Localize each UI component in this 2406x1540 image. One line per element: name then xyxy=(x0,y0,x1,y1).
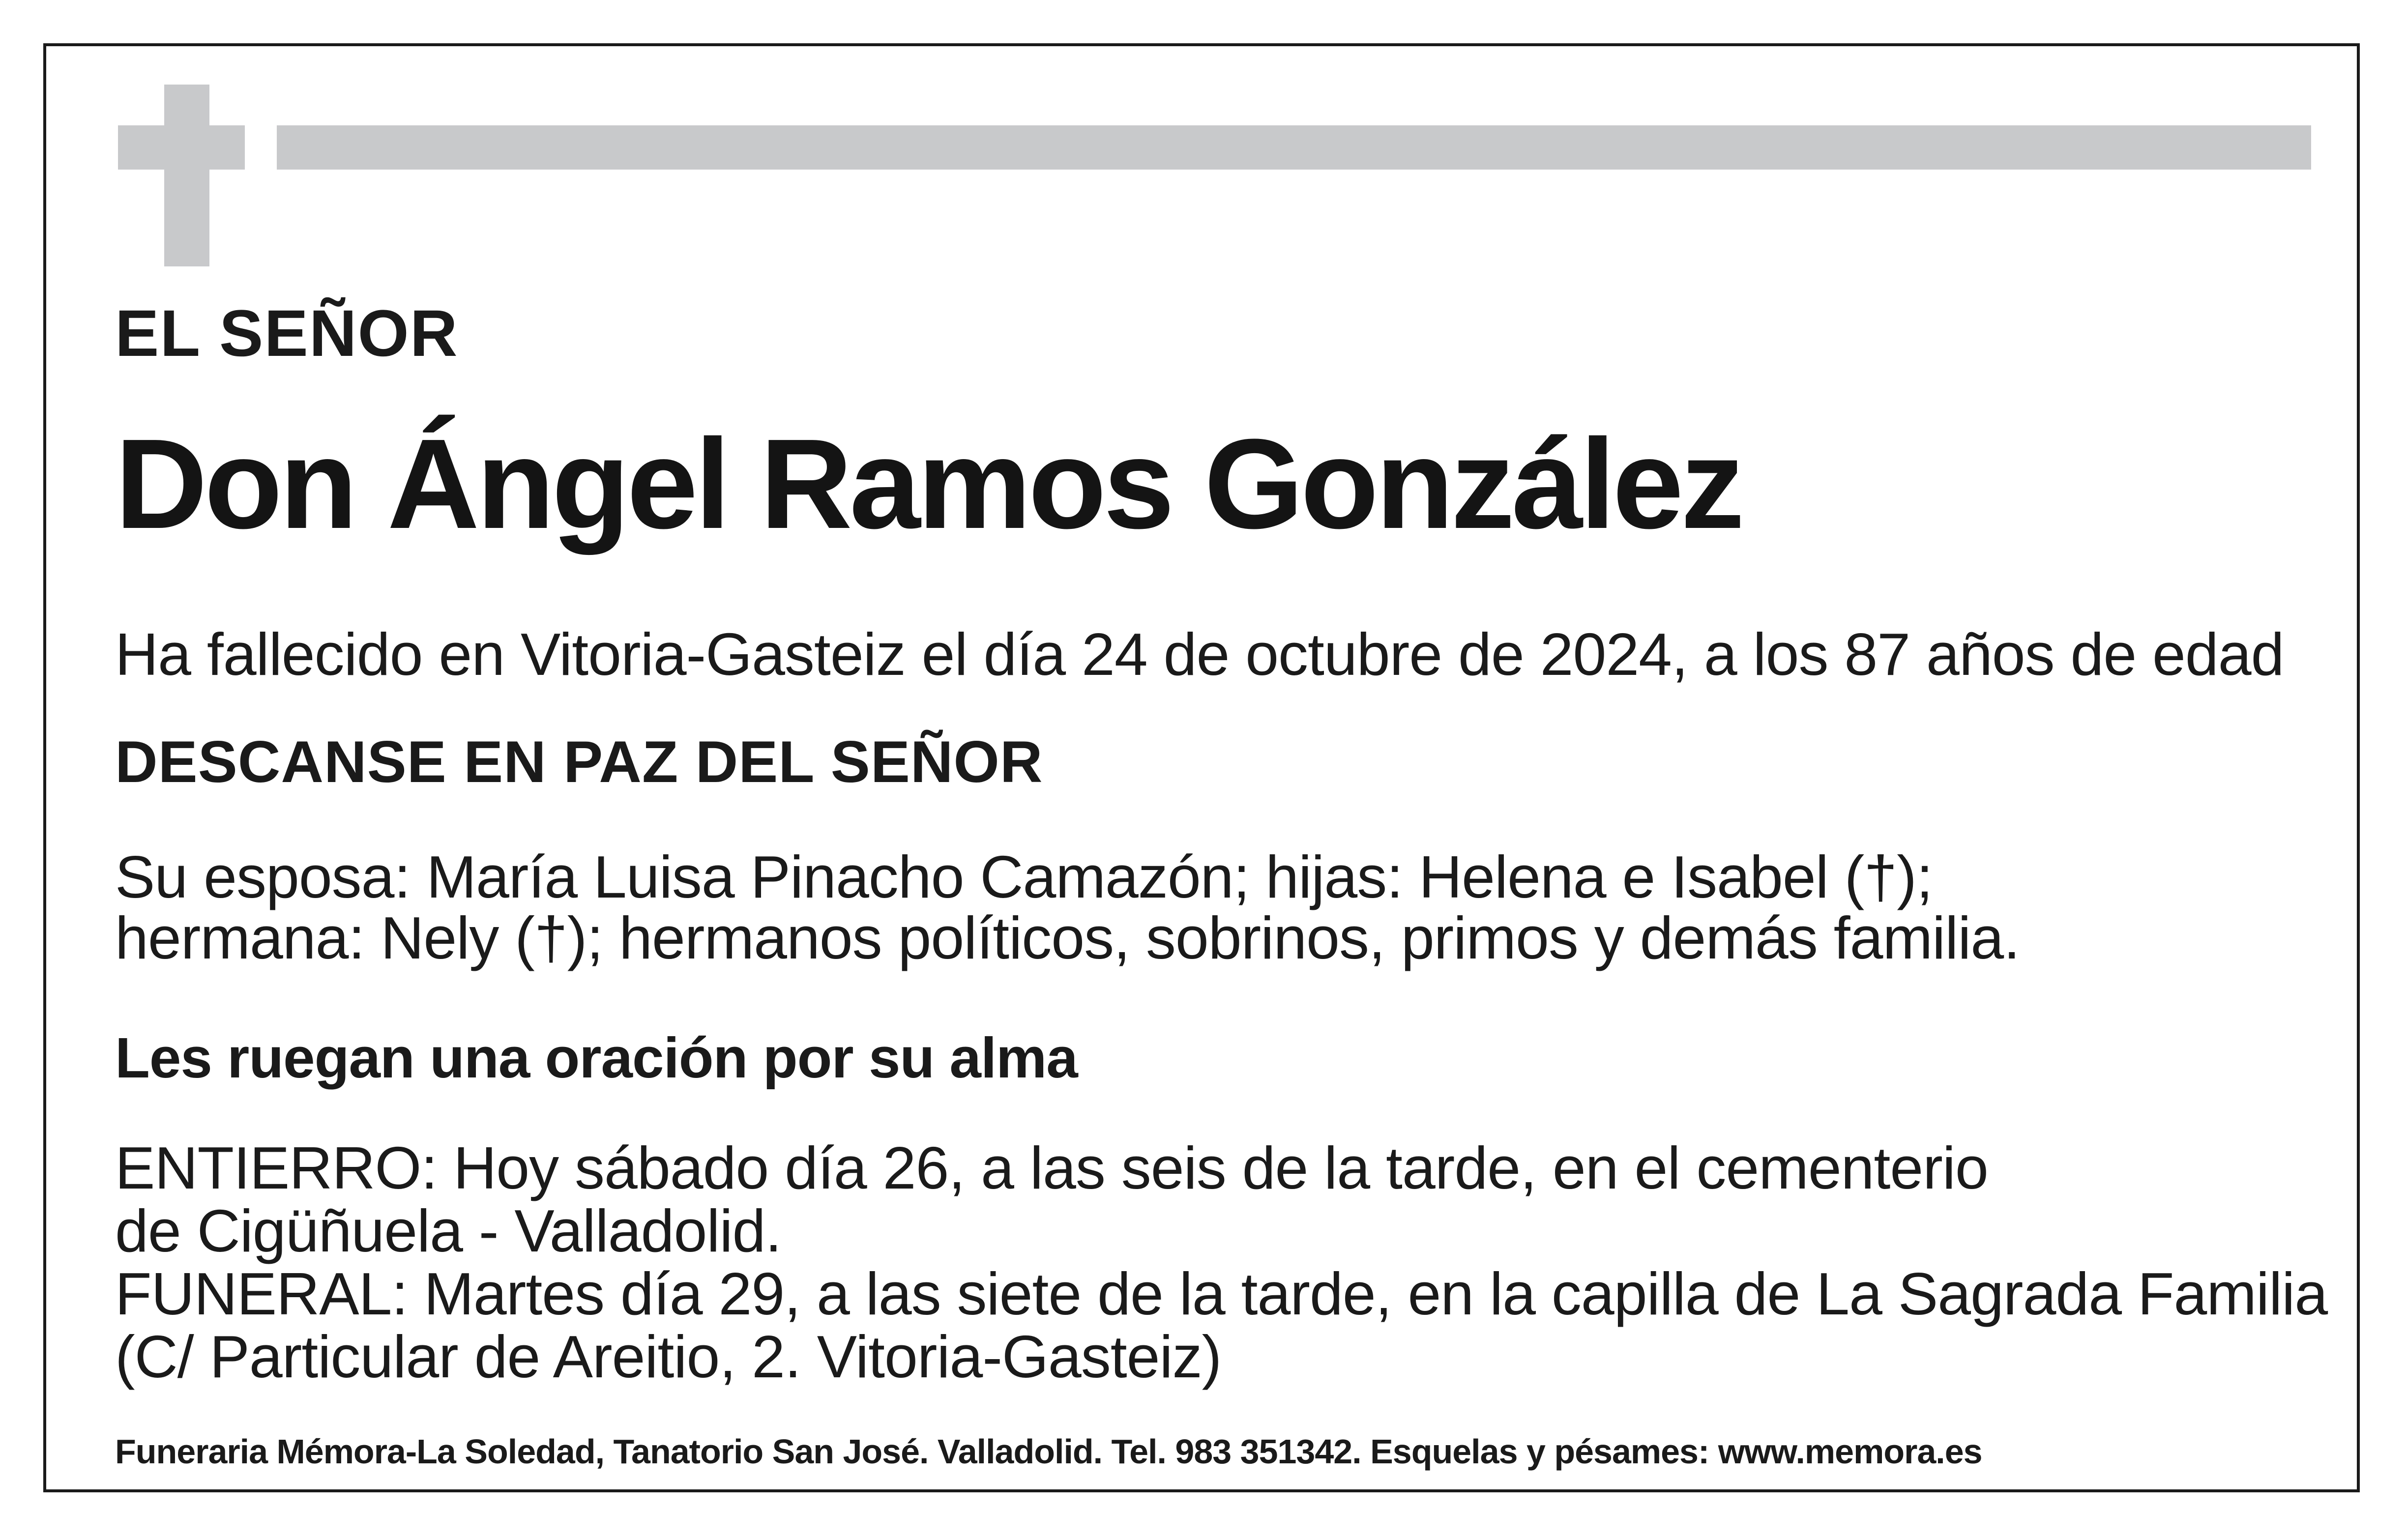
honorific: EL SEÑOR xyxy=(115,297,459,370)
funeral-line: FUNERAL: Martes día 29, a las siete de la tarde, en la capilla de La Sagrada Familia xyxy=(115,1260,2328,1327)
cross-vertical-bar xyxy=(164,85,209,266)
family-line: hermana: Nely (†); hermanos políticos, sobrinos, primos y demás familia. xyxy=(115,904,2020,971)
funeral-line: (C/ Particular de Areitio, 2. Vitoria-Gasteiz) xyxy=(115,1323,1222,1390)
death-details: Ha fallecido en Vitoria-Gasteiz el día 24 de octubre de 2024, a los 87 años de edad xyxy=(115,621,2284,688)
cross-horizontal-bar xyxy=(118,125,245,170)
burial-line: de Cigüñuela - Valladolid. xyxy=(115,1197,782,1264)
burial-line: ENTIERRO: Hoy sábado día 26, a las seis de la tarde, en el cementerio xyxy=(115,1134,1988,1201)
deceased-name: Don Ángel Ramos González xyxy=(115,413,1742,555)
prayer-request: Les ruegan una oración por su alma xyxy=(115,1026,1078,1090)
service-details xyxy=(115,1136,2327,1388)
header-rule xyxy=(277,125,2311,170)
family-line: Su esposa: María Luisa Pinacho Camazón; hijas: Helena e Isabel (†); xyxy=(115,843,1933,910)
rest-in-peace: DESCANSE EN PAZ DEL SEÑOR xyxy=(115,729,1043,795)
family-list xyxy=(115,843,2020,971)
funeral-home-footer: Funeraria Mémora-La Soledad, Tanatorio San José. Valladolid. Tel. 983 351342. Esquelas y pésames: www.memora.es xyxy=(115,1432,1982,1471)
